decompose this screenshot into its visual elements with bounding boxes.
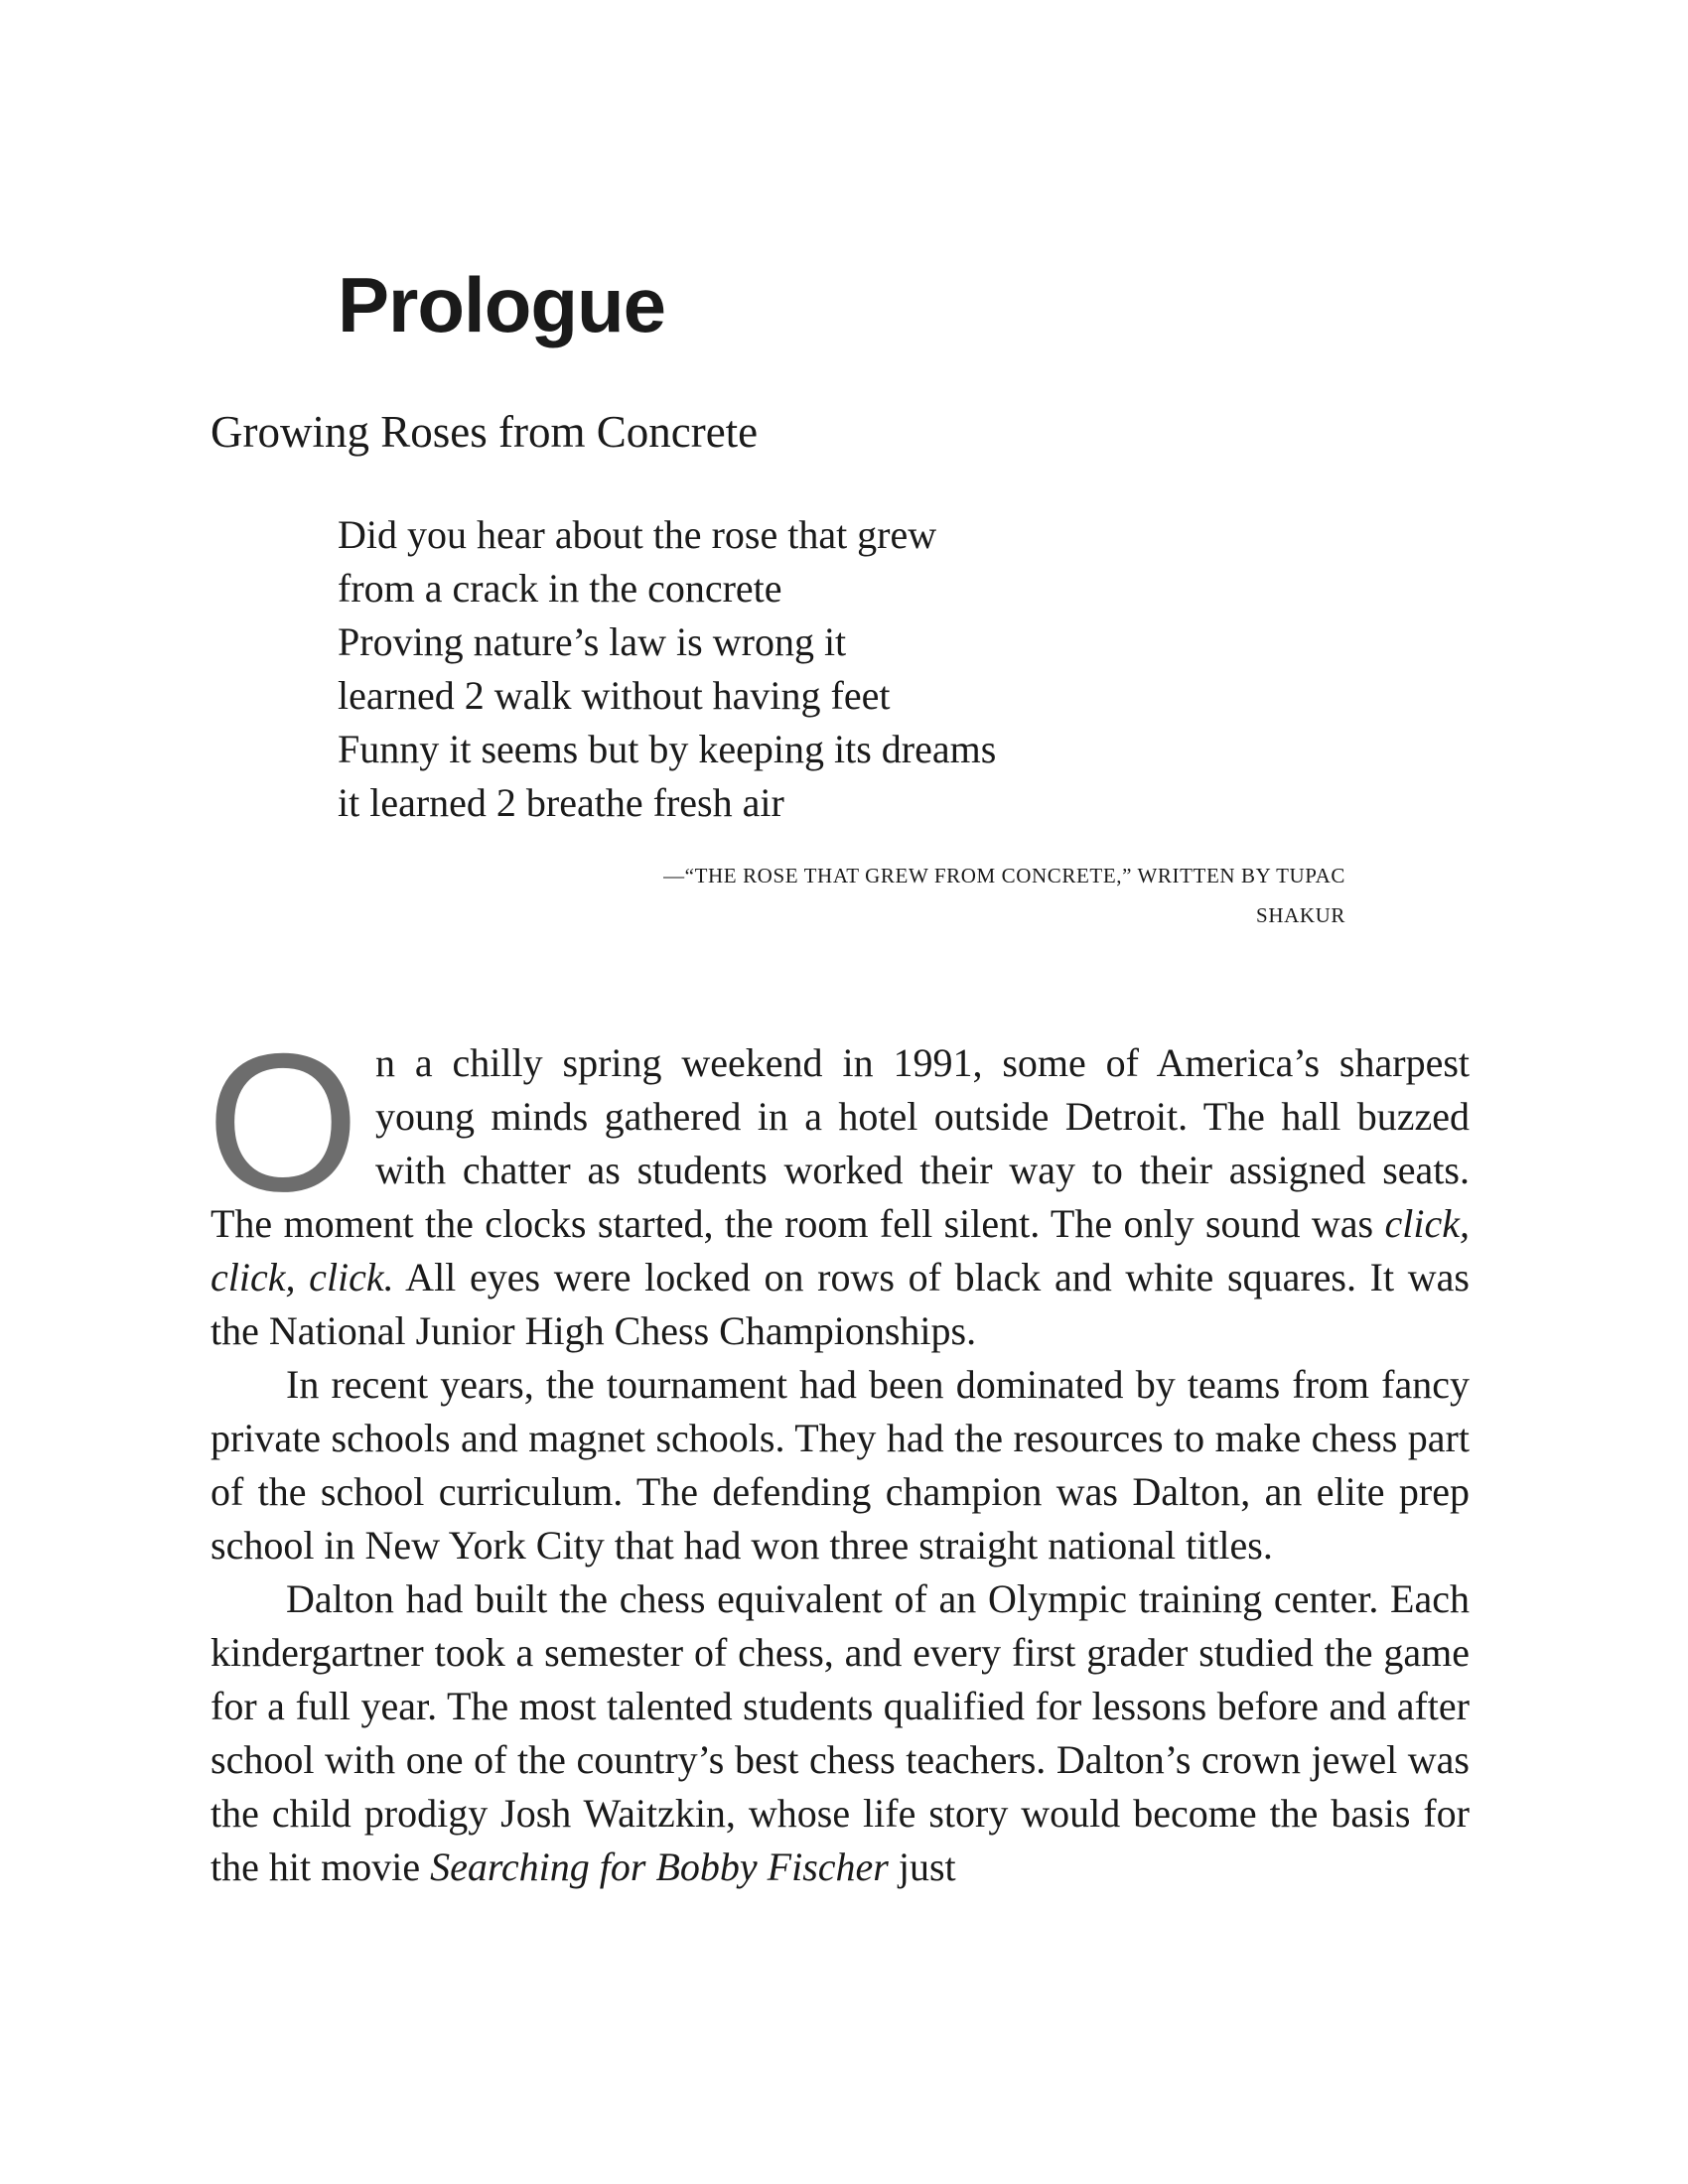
chapter-subtitle: Growing Roses from Concrete [211, 407, 759, 457]
chapter-title: Prologue [338, 261, 666, 348]
paragraph-emphasis: click, click, click. [211, 1201, 1470, 1299]
epigraph-line: Did you hear about the rose that grew [338, 512, 937, 557]
paragraph-text: All eyes were locked on rows of black and white squares. It was the National Junior High Chess Championships. [211, 1255, 1470, 1353]
paragraph-emphasis: Searching for Bobby Fischer [430, 1844, 889, 1889]
paragraph-text: Dalton had built the chess equivalent of an Olympic training center. Each kindergartner took a semester of chess, and every first grader studied the game for a full year. The most talented students qualified for lessons before and after school with one of the country’s best chess teachers. Dalton’s crown jewel was the child prodigy Josh Waitzkin, whose life story would become the basis for the hit movie [211, 1576, 1470, 1889]
epigraph [338, 508, 996, 830]
epigraph-line: it learned 2 breathe fresh air [338, 780, 784, 825]
paragraph-text: n a chilly spring weekend in 1991, some of America’s sharpest young minds gathered in a hotel outside Detroit. The hall buzzed with chatter as students worked their way to their assigned seats. The moment the clocks started, the room fell silent. The only sound was [211, 1040, 1470, 1246]
epigraph-line: Funny it seems but by keeping its dreams [338, 727, 997, 771]
drop-cap: O [207, 1013, 360, 1232]
attribution-line: —“THE ROSE THAT GREW FROM CONCRETE,” WRITTEN BY TUPAC [663, 864, 1345, 887]
body-text [207, 1013, 1470, 1894]
epigraph-attribution [556, 856, 1345, 935]
paragraph-1 [207, 1013, 1470, 1358]
epigraph-line: from a crack in the concrete [338, 566, 782, 611]
epigraph-line: Proving nature’s law is wrong it [338, 619, 847, 664]
epigraph-line: learned 2 walk without having feet [338, 673, 891, 718]
paragraph-3 [211, 1572, 1470, 1894]
attribution-line: SHAKUR [1256, 903, 1345, 927]
paragraph-2 [211, 1358, 1470, 1572]
paragraph-text: In recent years, the tournament had been dominated by teams from fancy private schools and magnet schools. They had the resources to make chess part of the school curriculum. The defending champion was Dalton, an elite prep school in New York City that had won three straight national titles. [211, 1362, 1470, 1568]
paragraph-text: just [888, 1844, 956, 1889]
